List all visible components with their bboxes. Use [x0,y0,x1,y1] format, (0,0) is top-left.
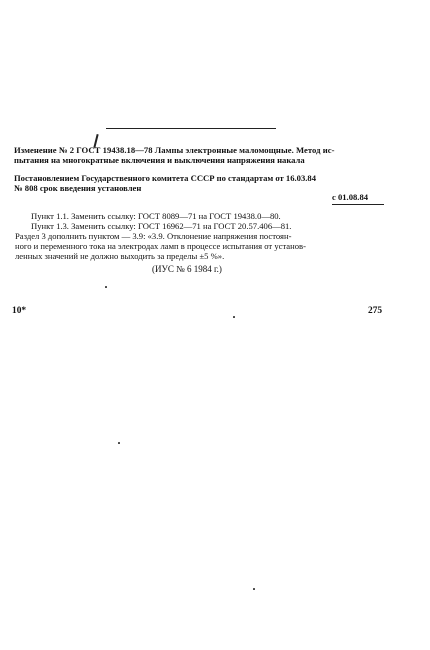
decree-line-2: № 808 срок введения установлен [14,183,142,193]
body-line-5: ленных значений не должно выходить за пределы ±5 %». [15,251,225,261]
scan-speck [233,316,235,318]
body-line-3: Раздел 3 дополнить пунктом — 3.9: «3.9. Отклонение напряжения постоян- [15,231,292,241]
body-line-2: Пункт 1.3. Заменить ссылку: ГОСТ 16962—71 на ГОСТ 20.57.406—81. [31,221,292,231]
effective-date-underline [332,204,384,205]
signature-mark: 10* [12,306,27,316]
top-rule-line [106,128,276,129]
body-line-4: ного и переменного тока на электродах ламп в процессе испытания от установ- [15,241,306,251]
amendment-header-line-1: Изменение № 2 ГОСТ 19438.18—78 Лампы электронные маломощные. Метод ис- [14,145,335,155]
scan-speck [118,442,120,444]
amendment-header-line-2: пытания на многократные включения и выключения напряжения накала [14,155,305,165]
source-reference: (ИУС № 6 1984 г.) [152,264,222,274]
effective-date: с 01.08.84 [332,192,369,202]
scan-speck [253,588,255,590]
scan-speck [105,286,107,288]
body-line-1: Пункт 1.1. Заменить ссылку: ГОСТ 8089—71 на ГОСТ 19438.0—80. [31,211,281,221]
page-number: 275 [368,306,383,316]
decree-line-1: Постановлением Государственного комитета СССР по стандартам от 16.03.84 [14,173,317,183]
